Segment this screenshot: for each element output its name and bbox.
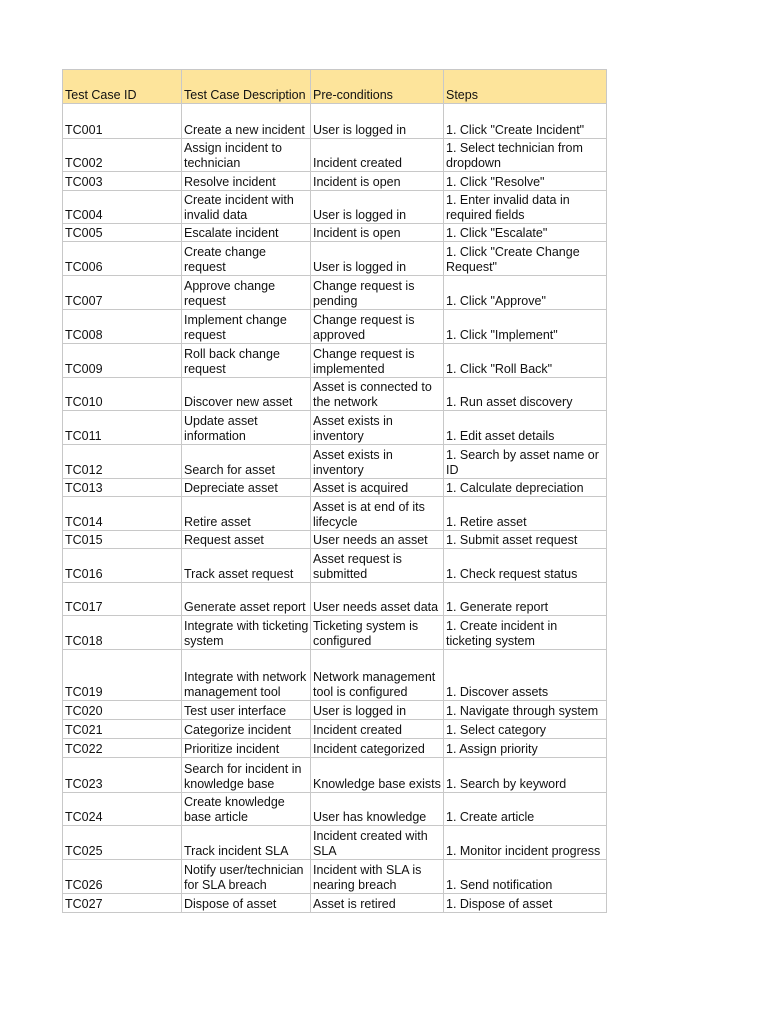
cell-pre-conditions[interactable]: User needs asset data: [311, 583, 444, 616]
cell-pre-conditions[interactable]: Asset is retired: [311, 894, 444, 913]
table-row: [63, 758, 607, 793]
table-row: [63, 378, 607, 411]
table-row: [63, 583, 607, 616]
cell-pre-conditions[interactable]: Incident is open: [311, 224, 444, 242]
cell-pre-conditions[interactable]: User has knowledge: [311, 793, 444, 826]
cell-pre-conditions[interactable]: Asset is acquired: [311, 479, 444, 497]
cell-test-case-id[interactable]: TC005: [63, 224, 182, 242]
cell-pre-conditions[interactable]: Change request is pending: [311, 276, 444, 310]
cell-pre-conditions[interactable]: Asset is at end of its lifecycle: [311, 497, 444, 531]
table-row: [63, 172, 607, 191]
cell-test-case-id[interactable]: TC010: [63, 378, 182, 411]
cell-pre-conditions[interactable]: Change request is implemented: [311, 344, 444, 378]
cell-pre-conditions[interactable]: Knowledge base exists: [311, 758, 444, 793]
cell-description[interactable]: Create a new incident: [182, 104, 311, 139]
cell-description[interactable]: Discover new asset: [182, 378, 311, 411]
cell-description[interactable]: Create change request: [182, 242, 311, 276]
table-row: [63, 242, 607, 276]
table-row: [63, 793, 607, 826]
table-row: [63, 191, 607, 224]
cell-pre-conditions[interactable]: Asset exists in inventory: [311, 411, 444, 445]
cell-steps[interactable]: 1. Discover assets: [444, 650, 607, 701]
cell-test-case-id[interactable]: TC012: [63, 445, 182, 479]
header-cell-test-case-id[interactable]: Test Case ID: [63, 70, 182, 104]
cell-description[interactable]: Search for asset: [182, 445, 311, 479]
table-row: [63, 139, 607, 172]
cell-description[interactable]: Integrate with network management tool: [182, 650, 311, 701]
cell-test-case-id[interactable]: TC019: [63, 650, 182, 701]
table-row: [63, 720, 607, 739]
cell-steps[interactable]: 1. Generate report: [444, 583, 607, 616]
table-row: [63, 650, 607, 701]
cell-steps[interactable]: 1. Retire asset: [444, 497, 607, 531]
table-row: [63, 310, 607, 344]
cell-pre-conditions[interactable]: User needs an asset: [311, 531, 444, 549]
cell-steps[interactable]: 1. Search by keyword: [444, 758, 607, 793]
cell-description[interactable]: Prioritize incident: [182, 739, 311, 758]
table-row: [63, 104, 607, 139]
cell-description[interactable]: Create knowledge base article: [182, 793, 311, 826]
table-row: [63, 894, 607, 913]
cell-test-case-id[interactable]: TC007: [63, 276, 182, 310]
cell-steps[interactable]: 1. Click "Escalate": [444, 224, 607, 242]
cell-test-case-id[interactable]: TC016: [63, 549, 182, 583]
cell-pre-conditions[interactable]: Asset exists in inventory: [311, 445, 444, 479]
table-row: [63, 276, 607, 310]
cell-test-case-id[interactable]: TC022: [63, 739, 182, 758]
cell-steps[interactable]: 1. Edit asset details: [444, 411, 607, 445]
cell-description[interactable]: Integrate with ticketing system: [182, 616, 311, 650]
sheet-body: [63, 104, 607, 913]
cell-test-case-id[interactable]: TC023: [63, 758, 182, 793]
header-row: [63, 70, 607, 104]
cell-steps[interactable]: 1. Assign priority: [444, 739, 607, 758]
cell-steps[interactable]: 1. Select technician from dropdown: [444, 139, 607, 172]
header-cell-steps[interactable]: Steps: [444, 70, 607, 104]
cell-pre-conditions[interactable]: Incident created: [311, 720, 444, 739]
cell-test-case-id[interactable]: TC006: [63, 242, 182, 276]
table-row: [63, 616, 607, 650]
table-row: [63, 497, 607, 531]
cell-test-case-id[interactable]: TC008: [63, 310, 182, 344]
cell-pre-conditions[interactable]: User is logged in: [311, 191, 444, 224]
cell-test-case-id[interactable]: TC002: [63, 139, 182, 172]
cell-pre-conditions[interactable]: Change request is approved: [311, 310, 444, 344]
table-row: [63, 344, 607, 378]
cell-steps[interactable]: 1. Monitor incident progress: [444, 826, 607, 860]
cell-pre-conditions[interactable]: Incident created with SLA: [311, 826, 444, 860]
cell-steps[interactable]: 1. Click "Approve": [444, 276, 607, 310]
cell-test-case-id[interactable]: TC009: [63, 344, 182, 378]
cell-description[interactable]: Create incident with invalid data: [182, 191, 311, 224]
cell-description[interactable]: Notify user/technician for SLA breach: [182, 860, 311, 894]
cell-test-case-id[interactable]: TC020: [63, 701, 182, 720]
cell-pre-conditions[interactable]: Incident categorized: [311, 739, 444, 758]
cell-pre-conditions[interactable]: Ticketing system is configured: [311, 616, 444, 650]
cell-description[interactable]: Dispose of asset: [182, 894, 311, 913]
cell-description[interactable]: Assign incident to technician: [182, 139, 311, 172]
cell-test-case-id[interactable]: TC018: [63, 616, 182, 650]
cell-description[interactable]: Categorize incident: [182, 720, 311, 739]
cell-description[interactable]: Search for incident in knowledge base: [182, 758, 311, 793]
cell-steps[interactable]: 1. Check request status: [444, 549, 607, 583]
cell-steps[interactable]: 1. Click "Resolve": [444, 172, 607, 191]
cell-test-case-id[interactable]: TC004: [63, 191, 182, 224]
cell-description[interactable]: Request asset: [182, 531, 311, 549]
cell-pre-conditions[interactable]: Asset is connected to the network: [311, 378, 444, 411]
cell-pre-conditions[interactable]: Incident created: [311, 139, 444, 172]
cell-description[interactable]: Depreciate asset: [182, 479, 311, 497]
cell-pre-conditions[interactable]: Incident is open: [311, 172, 444, 191]
cell-steps[interactable]: 1. Submit asset request: [444, 531, 607, 549]
cell-description[interactable]: Retire asset: [182, 497, 311, 531]
cell-description[interactable]: Approve change request: [182, 276, 311, 310]
table-row: [63, 549, 607, 583]
test-case-sheet: [62, 69, 607, 913]
cell-description[interactable]: Roll back change request: [182, 344, 311, 378]
cell-steps[interactable]: 1. Run asset discovery: [444, 378, 607, 411]
cell-steps[interactable]: 1. Click "Roll Back": [444, 344, 607, 378]
table-row: [63, 411, 607, 445]
cell-pre-conditions[interactable]: Network management tool is configured: [311, 650, 444, 701]
cell-test-case-id[interactable]: TC017: [63, 583, 182, 616]
cell-steps[interactable]: 1. Click "Create Change Request": [444, 242, 607, 276]
cell-test-case-id[interactable]: TC021: [63, 720, 182, 739]
cell-pre-conditions[interactable]: Asset request is submitted: [311, 549, 444, 583]
cell-test-case-id[interactable]: TC025: [63, 826, 182, 860]
cell-steps[interactable]: 1. Navigate through system: [444, 701, 607, 720]
cell-test-case-id[interactable]: TC027: [63, 894, 182, 913]
cell-steps[interactable]: 1. Create article: [444, 793, 607, 826]
table-row: [63, 739, 607, 758]
cell-description[interactable]: Track incident SLA: [182, 826, 311, 860]
cell-test-case-id[interactable]: TC014: [63, 497, 182, 531]
table-row: [63, 224, 607, 242]
header-cell-test-case-description[interactable]: Test Case Description: [182, 70, 311, 104]
header-cell-pre-conditions[interactable]: Pre-conditions: [311, 70, 444, 104]
cell-steps[interactable]: 1. Enter invalid data in required fields: [444, 191, 607, 224]
cell-pre-conditions[interactable]: User is logged in: [311, 701, 444, 720]
cell-pre-conditions[interactable]: User is logged in: [311, 242, 444, 276]
table-row: [63, 531, 607, 549]
cell-test-case-id[interactable]: TC003: [63, 172, 182, 191]
cell-steps[interactable]: 1. Click "Implement": [444, 310, 607, 344]
cell-test-case-id[interactable]: TC001: [63, 104, 182, 139]
table-row: [63, 445, 607, 479]
cell-pre-conditions[interactable]: User is logged in: [311, 104, 444, 139]
cell-description[interactable]: Resolve incident: [182, 172, 311, 191]
cell-test-case-id[interactable]: TC013: [63, 479, 182, 497]
cell-test-case-id[interactable]: TC026: [63, 860, 182, 894]
cell-steps[interactable]: 1. Click "Create Incident": [444, 104, 607, 139]
cell-steps[interactable]: 1. Calculate depreciation: [444, 479, 607, 497]
cell-description[interactable]: Generate asset report: [182, 583, 311, 616]
cell-steps[interactable]: 1. Send notification: [444, 860, 607, 894]
cell-test-case-id[interactable]: TC024: [63, 793, 182, 826]
cell-test-case-id[interactable]: TC011: [63, 411, 182, 445]
table-row: [63, 826, 607, 860]
table-row: [63, 701, 607, 720]
cell-steps[interactable]: 1. Dispose of asset: [444, 894, 607, 913]
cell-steps[interactable]: 1. Select category: [444, 720, 607, 739]
cell-steps[interactable]: 1. Create incident in ticketing system: [444, 616, 607, 650]
table-row: [63, 479, 607, 497]
cell-description[interactable]: Escalate incident: [182, 224, 311, 242]
cell-description[interactable]: Test user interface: [182, 701, 311, 720]
cell-pre-conditions[interactable]: Incident with SLA is nearing breach: [311, 860, 444, 894]
cell-description[interactable]: Update asset information: [182, 411, 311, 445]
cell-steps[interactable]: 1. Search by asset name or ID: [444, 445, 607, 479]
cell-description[interactable]: Implement change request: [182, 310, 311, 344]
cell-test-case-id[interactable]: TC015: [63, 531, 182, 549]
cell-description[interactable]: Track asset request: [182, 549, 311, 583]
table-row: [63, 860, 607, 894]
